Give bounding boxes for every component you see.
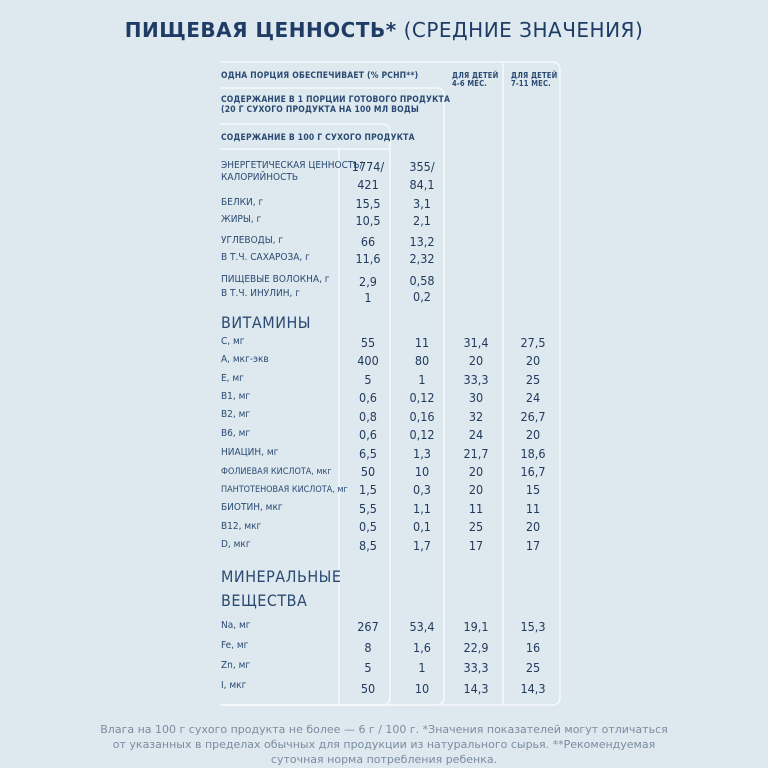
value-vitamin-b12-age2: 20 (525, 519, 541, 534)
value-vitamin-b1-portion: 0,12 (409, 390, 435, 405)
value-pantothenic-acid-portion: 0,3 (413, 482, 431, 497)
row-label-sucrose: В Т.Ч. САХАРОЗА, г (221, 252, 310, 263)
value-vitamin-c-age1: 31,4 (463, 335, 489, 350)
value-iron-100g: 8 (364, 640, 372, 655)
header-per100: СОДЕРЖАНИЕ В 100 Г СУХОГО ПРОДУКТА (221, 133, 415, 143)
header-age-7-11: ДЛЯ ДЕТЕЙ 7-11 МЕС. (511, 71, 558, 88)
value-vitamin-b12-100g: 0,5 (359, 519, 377, 534)
value-biotin-100g: 5,5 (359, 501, 377, 516)
value-iodine-age2: 14,3 (520, 681, 546, 696)
value-biotin-age2: 11 (525, 501, 541, 516)
header-age-4-6: ДЛЯ ДЕТЕЙ 4-6 МЕС. (452, 71, 499, 88)
value-sucrose-100g: 11,6 (355, 251, 381, 266)
value-vitamin-b1-100g: 0,6 (359, 390, 377, 405)
row-label-energy: ЭНЕРГЕТИЧЕСКАЯ ЦЕННОСТЬ/ КАЛОРИЙНОСТЬ (221, 160, 363, 183)
value-niacin-100g: 6,5 (359, 446, 377, 461)
row-label-vitamin-b1: B1, мг (221, 391, 251, 402)
value-vitamin-b6-100g: 0,6 (359, 427, 377, 442)
value-iron-age1: 22,9 (463, 640, 489, 655)
row-label-iodine: I, мкг (221, 680, 247, 691)
row-label-vitamin-b6: B6, мг (221, 428, 251, 439)
row-label-vitamin-c: C, мг (221, 336, 245, 347)
value-folic-acid-portion: 10 (414, 464, 430, 479)
value-fat-portion: 2,1 (413, 213, 431, 228)
row-label-protein: БЕЛКИ, г (221, 197, 264, 208)
value-vitamin-b6-age1: 24 (468, 427, 484, 442)
row-label-vitamin-b2: B2, мг (221, 409, 251, 420)
value-vitamin-d-age2: 17 (525, 538, 541, 553)
value-iron-portion: 1,6 (413, 640, 431, 655)
value-sodium-100g: 267 (357, 619, 379, 634)
value-fat-100g: 10,5 (355, 213, 381, 228)
value-vitamin-b6-age2: 20 (525, 427, 541, 442)
section-minerals: МИНЕРАЛЬНЫЕ ВЕЩЕСТВА (221, 567, 342, 610)
value-vitamin-d-age1: 17 (468, 538, 484, 553)
value-vitamin-e-age1: 33,3 (463, 372, 489, 387)
row-label-niacin: НИАЦИН, мг (221, 447, 279, 458)
value-zinc-100g: 5 (364, 660, 372, 675)
row-label-zinc: Zn, мг (221, 660, 251, 671)
value-vitamin-b6-portion: 0,12 (409, 427, 435, 442)
value-vitamin-b2-100g: 0,8 (359, 409, 377, 424)
value-carbs-portion: 13,2 (409, 234, 435, 249)
row-label-inulin: В Т.Ч. ИНУЛИН, г (221, 288, 300, 299)
value-iodine-100g: 50 (360, 681, 376, 696)
value-vitamin-b1-age2: 24 (525, 390, 541, 405)
header-rsnp: ОДНА ПОРЦИЯ ОБЕСПЕЧИВАЕТ (% РСНП**) (221, 71, 419, 81)
value-zinc-age2: 25 (525, 660, 541, 675)
section-vitamins: ВИТАМИНЫ (221, 313, 311, 332)
row-label-fiber: ПИЩЕВЫЕ ВОЛОКНА, г (221, 274, 330, 285)
row-label-vitamin-a: A, мкг-экв (221, 354, 269, 365)
value-fiber-100g: 2,9 (359, 274, 377, 289)
value-vitamin-e-portion: 1 (418, 372, 426, 387)
row-label-vitamin-d: D, мкг (221, 539, 251, 550)
value-vitamin-d-100g: 8,5 (359, 538, 377, 553)
value-inulin-portion: 0,2 (413, 289, 431, 304)
value-protein-100g: 15,5 (355, 196, 381, 211)
row-label-vitamin-b12: B12, мкг (221, 521, 262, 532)
value-zinc-age1: 33,3 (463, 660, 489, 675)
value-folic-acid-100g: 50 (360, 464, 376, 479)
value-vitamin-e-age2: 25 (525, 372, 541, 387)
value-vitamin-a-portion: 80 (414, 353, 430, 368)
value-carbs-100g: 66 (360, 234, 376, 249)
value-sodium-age1: 19,1 (463, 619, 489, 634)
value-pantothenic-acid-100g: 1,5 (359, 482, 377, 497)
value-biotin-age1: 11 (468, 501, 484, 516)
row-label-pantothenic-acid: ПАНТОТЕНОВАЯ КИСЛОТА, мг (221, 485, 348, 495)
title-bold: ПИЩЕВАЯ ЦЕННОСТЬ* (124, 18, 397, 42)
value-niacin-age1: 21,7 (463, 446, 489, 461)
value-iodine-age1: 14,3 (463, 681, 489, 696)
value-sucrose-portion: 2,32 (409, 251, 435, 266)
value-iodine-portion: 10 (414, 681, 430, 696)
value-biotin-portion: 1,1 (413, 501, 431, 516)
value-vitamin-b2-age1: 32 (468, 409, 484, 424)
value-niacin-portion: 1,3 (413, 446, 431, 461)
value-vitamin-b12-age1: 25 (468, 519, 484, 534)
value-pantothenic-acid-age1: 20 (468, 482, 484, 497)
value-folic-acid-age2: 16,7 (520, 464, 546, 479)
row-label-sodium: Na, мг (221, 620, 251, 631)
value-protein-portion: 3,1 (413, 196, 431, 211)
value-vitamin-c-portion: 11 (414, 335, 430, 350)
value-vitamin-c-100g: 55 (360, 335, 376, 350)
footnote: Влага на 100 г сухого продукта не более — 6 г / 100 г. *Значения показателей могут отличаться от указанных в пределах обычных для продукции из натурального сырья. **Рекомендуемая суточная норма потребления ребенка. (100, 723, 668, 766)
value-zinc-portion: 1 (418, 660, 426, 675)
row-label-biotin: БИОТИН, мкг (221, 502, 283, 513)
title-light: (СРЕДНИЕ ЗНАЧЕНИЯ) (396, 18, 644, 42)
value-folic-acid-age1: 20 (468, 464, 484, 479)
value-iron-age2: 16 (525, 640, 541, 655)
value-sodium-age2: 15,3 (520, 619, 546, 634)
value-vitamin-a-age1: 20 (468, 353, 484, 368)
header-portion: СОДЕРЖАНИЕ В 1 ПОРЦИИ ГОТОВОГО ПРОДУКТА (20 Г СУХОГО ПРОДУКТА НА 100 МЛ ВОДЫ (221, 95, 451, 115)
value-vitamin-b1-age1: 30 (468, 390, 484, 405)
value-vitamin-c-age2: 27,5 (520, 335, 546, 350)
row-label-iron: Fe, мг (221, 640, 249, 651)
row-label-carbs: УГЛЕВОДЫ, г (221, 235, 284, 246)
row-label-vitamin-e: E, мг (221, 373, 244, 384)
value-vitamin-b2-portion: 0,16 (409, 409, 435, 424)
value-sodium-portion: 53,4 (409, 619, 435, 634)
value-vitamin-a-age2: 20 (525, 353, 541, 368)
value-energy-100g: 1774/ 421 (351, 159, 385, 192)
row-label-fat: ЖИРЫ, г (221, 214, 262, 225)
value-vitamin-b2-age2: 26,7 (520, 409, 546, 424)
value-inulin-100g: 1 (364, 290, 372, 305)
row-label-folic-acid: ФОЛИЕВАЯ КИСЛОТА, мкг (221, 467, 332, 477)
value-vitamin-e-100g: 5 (364, 372, 372, 387)
value-fiber-portion: 0,58 (409, 273, 435, 288)
value-energy-portion: 355/ 84,1 (409, 159, 435, 192)
value-vitamin-d-portion: 1,7 (413, 538, 431, 553)
value-pantothenic-acid-age2: 15 (525, 482, 541, 497)
value-vitamin-a-100g: 400 (357, 353, 379, 368)
value-vitamin-b12-portion: 0,1 (413, 519, 431, 534)
value-niacin-age2: 18,6 (520, 446, 546, 461)
